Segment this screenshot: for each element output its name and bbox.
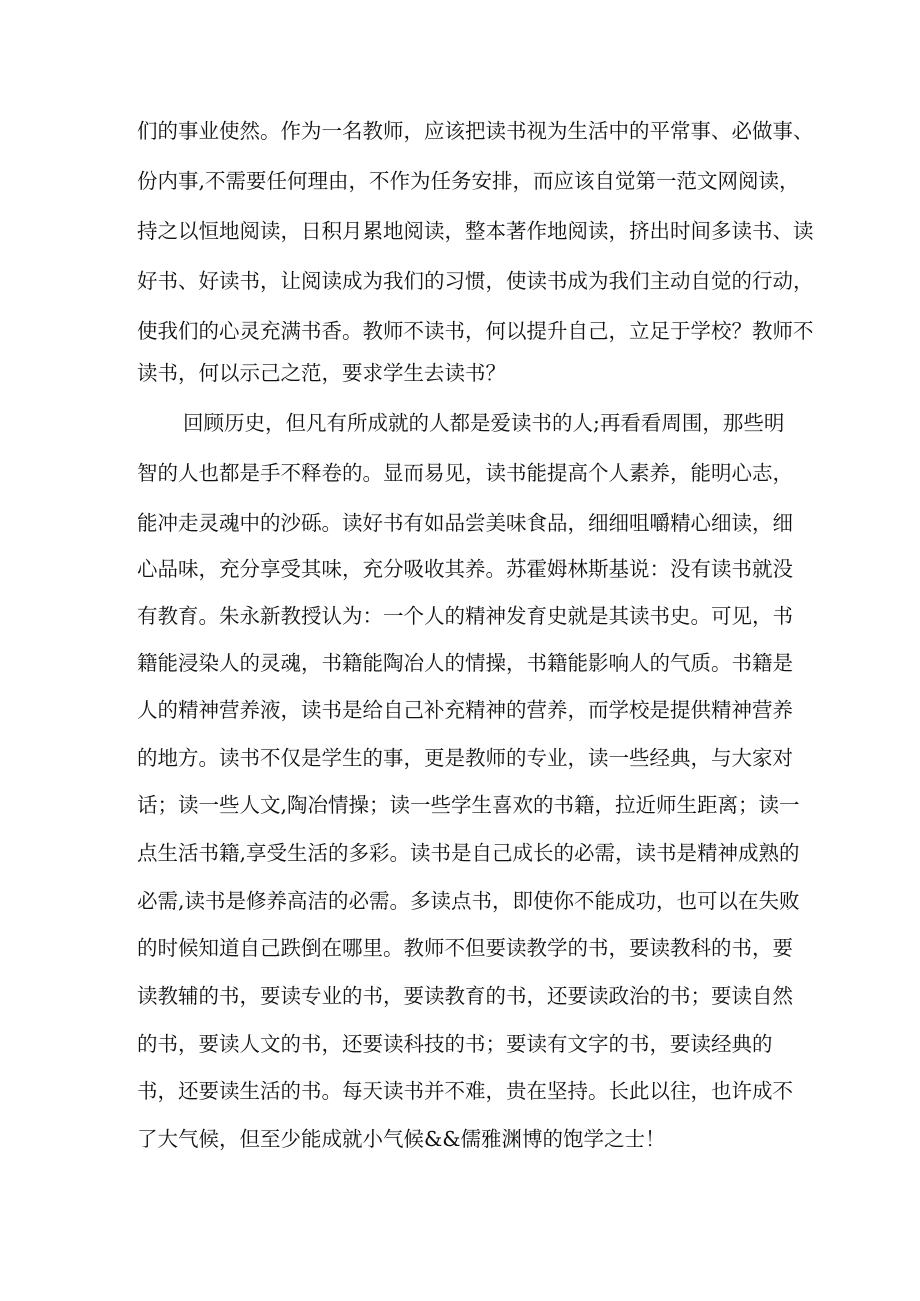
- text-line: 有教育。朱永新教授认为：一个人的精神发育史就是其读书史。可见，书: [137, 604, 793, 628]
- text-line: 的时候知道自己跌倒在哪里。教师不但要读教学的书，要读教科的书，要: [137, 936, 793, 960]
- text-line: 使我们的心灵充满书香。教师不读书，何以提升自己，立足于学校？教师不: [137, 319, 814, 343]
- text-line: 心品味，充分享受其味，充分吸收其养。苏霍姆林斯基说：没有读书就没: [137, 557, 793, 581]
- paragraph-start-line: 回顾历史，但凡有所成就的人都是爱读书的人;再看看周围，那些明: [183, 411, 785, 435]
- text-line: 的地方。读书不仅是学生的事，更是教师的专业，读一些经典，与大家对: [137, 746, 793, 770]
- text-line: 能冲走灵魂中的沙砾。读好书有如品尝美味食品，细细咀嚼精心细读，细: [137, 511, 793, 535]
- text-line: 们的事业使然。作为一名教师，应该把读书视为生活中的平常事、必做事、: [137, 119, 814, 143]
- text-line: 持之以恒地阅读，日积月累地阅读，整本著作地阅读，挤出时间多读书、读: [137, 219, 814, 243]
- text-line: 人的精神营养液，读书是给自己补充精神的营养，而学校是提供精神营养: [137, 698, 793, 722]
- text-line: 读教辅的书，要读专业的书，要读教育的书，还要读政治的书；要读自然: [137, 984, 793, 1008]
- text-line: 书，还要读生活的书。每天读书并不难，贵在坚持。长此以往，也许成不: [137, 1079, 793, 1103]
- text-line: 读书，何以示己之范，要求学生去读书？: [137, 361, 506, 385]
- text-line: 份内事,不需要任何理由，不作为任务安排，而应该自觉第一范文网阅读，: [137, 169, 800, 193]
- text-line: 智的人也都是手不释卷的。显而易见，读书能提高个人素养，能明心志，: [137, 461, 793, 485]
- text-line: 话；读一些人文,陶冶情操；读一些学生喜欢的书籍，拉近师生距离；读一: [137, 793, 800, 817]
- text-line: 必需,读书是修养高洁的必需。多读点书，即使你不能成功，也可以在失败: [137, 889, 800, 913]
- text-line: 点生活书籍,享受生活的多彩。读书是自己成长的必需，读书是精神成熟的: [137, 841, 800, 865]
- text-line: 的书，要读人文的书，还要读科技的书；要读有文字的书，要读经典的: [137, 1032, 773, 1056]
- text-line: 籍能浸染人的灵魂，书籍能陶冶人的情操，书籍能影响人的气质。书籍是: [137, 651, 793, 675]
- text-line: 了大气候，但至少能成就小气候&&儒雅渊博的饱学之士！: [137, 1127, 666, 1151]
- text-line: 好书、好读书，让阅读成为我们的习惯，使读书成为我们主动自觉的行动，: [137, 269, 814, 293]
